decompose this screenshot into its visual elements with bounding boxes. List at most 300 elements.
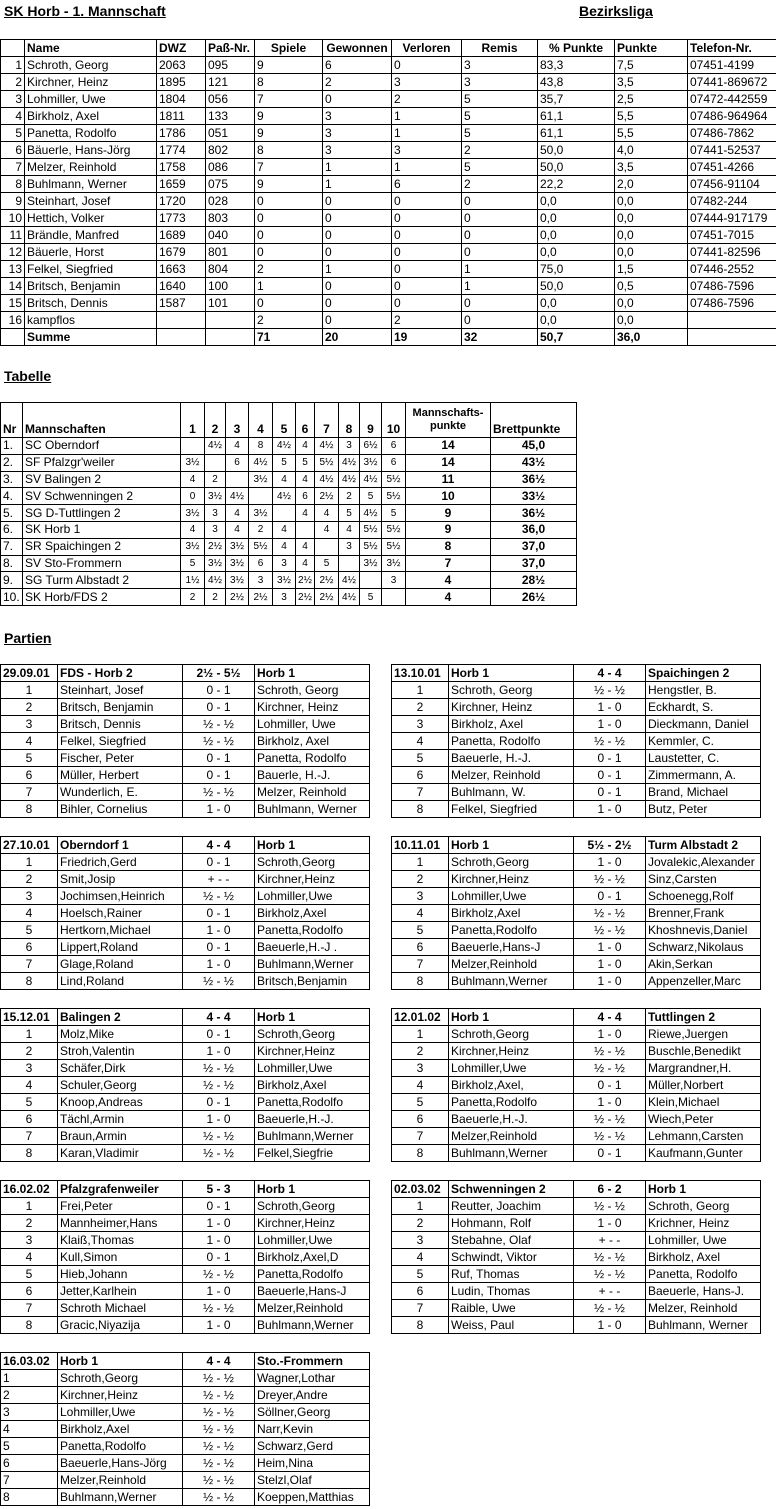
match-table <box>0 1352 370 1506</box>
home-player: Frei,Peter <box>58 1198 183 1215</box>
home-player: Schroth,Georg <box>449 1026 574 1043</box>
game-row <box>392 871 761 888</box>
away-player: Buhlmann,Werner <box>255 1317 370 1334</box>
roster-row <box>1 176 776 193</box>
standings-cell: 4 <box>273 471 296 488</box>
roster-cell: Steinhart, Josef <box>25 193 157 210</box>
away-player: Wagner,Lothar <box>255 1370 370 1387</box>
roster-cell: 3 <box>323 142 392 159</box>
standings-cell: 4 <box>339 521 360 538</box>
match-header-row <box>392 1009 761 1026</box>
game-result: ½ - ½ <box>574 1043 646 1060</box>
roster-cell: 9 <box>255 176 323 193</box>
away-player: Melzer, Reinhold <box>255 784 370 801</box>
roster-cell: 6 <box>1 142 25 159</box>
standings-cell: 4½ <box>249 454 273 471</box>
page-title: SK Horb - 1. Mannschaft <box>4 3 166 19</box>
away-player: Panetta,Rodolfo <box>255 922 370 939</box>
game-result: 1 - 0 <box>574 1317 646 1334</box>
board-number: 5 <box>392 922 449 939</box>
board-number: 5 <box>1 750 58 767</box>
away-player: Jovalekic,Alexander <box>646 854 761 871</box>
roster-cell: 0 <box>323 295 392 312</box>
game-row <box>1 1387 370 1404</box>
standings-cell: 3½ <box>181 454 205 471</box>
standings-cell: 4 <box>226 505 249 522</box>
roster-header-row <box>1 40 776 57</box>
board-number: 4 <box>392 905 449 922</box>
roster-cell: 1 <box>323 176 392 193</box>
roster-cell: 3 <box>323 108 392 125</box>
roster-cell: 61,1 <box>538 125 615 142</box>
home-player: Weiss, Paul <box>449 1317 574 1334</box>
standings-cell: 4 <box>181 521 205 538</box>
roster-cell: 14 <box>1 278 25 295</box>
board-number: 3 <box>392 888 449 905</box>
home-player: Hieb,Johann <box>58 1266 183 1283</box>
game-row <box>392 801 761 818</box>
roster-cell: 5 <box>1 125 25 142</box>
away-player: Akin,Serkan <box>646 956 761 973</box>
board-number: 6 <box>1 1283 58 1300</box>
match-home-team: Horb 1 <box>449 1009 574 1026</box>
roster-cell: 12 <box>1 244 25 261</box>
standings-cell: 26½ <box>491 589 577 606</box>
game-row <box>392 1283 761 1300</box>
roster-cell: 07444-917179 <box>688 210 776 227</box>
roster-cell: 0 <box>255 193 323 210</box>
standings-header-cell: 5 <box>273 403 296 438</box>
standings-cell: 4 <box>315 521 339 538</box>
board-number: 1 <box>1 682 58 699</box>
roster-row <box>1 74 776 91</box>
roster-cell <box>206 312 255 329</box>
game-result: 0 - 1 <box>574 784 646 801</box>
home-player: Lippert,Roland <box>58 939 183 956</box>
roster-cell: 0 <box>392 210 462 227</box>
board-number: 7 <box>392 784 449 801</box>
roster-cell: 75,0 <box>538 261 615 278</box>
standings-cell: 5 <box>273 454 296 471</box>
roster-cell: 075 <box>206 176 255 193</box>
board-number: 5 <box>392 1094 449 1111</box>
board-number: 2 <box>1 871 58 888</box>
roster-cell: 0,0 <box>538 295 615 312</box>
away-player: Schroth, Georg <box>646 1198 761 1215</box>
game-result: ½ - ½ <box>574 1266 646 1283</box>
roster-cell: 5 <box>462 91 538 108</box>
roster-cell: 095 <box>206 57 255 74</box>
roster-cell: 8 <box>255 142 323 159</box>
standings-header-cell: Brettpunkte <box>491 403 577 438</box>
home-player: Baeuerle,H.-J. <box>449 1111 574 1128</box>
standings-cell: 5 <box>382 505 406 522</box>
away-player: Brenner,Frank <box>646 905 761 922</box>
away-player: Schroth,Georg <box>255 854 370 871</box>
match-home-team: Horb 1 <box>449 665 574 682</box>
team-name: SV Sto-Frommern <box>23 555 181 572</box>
game-row <box>1 1198 370 1215</box>
roster-cell: 50,0 <box>538 159 615 176</box>
standings-row <box>1 505 577 522</box>
roster-cell: 50,0 <box>538 278 615 295</box>
standings-cell: 3½ <box>360 555 382 572</box>
board-number: 5 <box>1 1266 58 1283</box>
roster-row <box>1 295 776 312</box>
home-player: Melzer, Reinhold <box>449 767 574 784</box>
game-row <box>1 1455 370 1472</box>
game-result: 1 - 0 <box>574 973 646 990</box>
roster-cell: 5 <box>462 125 538 142</box>
standings-cell: 3 <box>249 572 273 589</box>
roster-cell: 1 <box>392 125 462 142</box>
standings-cell: 5½ <box>360 538 382 555</box>
game-result: 1 - 0 <box>574 716 646 733</box>
game-result: ½ - ½ <box>183 1145 255 1162</box>
roster-header-cell: Punkte <box>615 40 688 57</box>
board-number: 2 <box>392 1215 449 1232</box>
standings-cell: 6 <box>296 488 315 505</box>
roster-cell: 056 <box>206 91 255 108</box>
match-home-team: Pfalzgrafenweiler <box>58 1181 183 1198</box>
roster-cell: 1895 <box>157 74 206 91</box>
standings-row <box>1 589 577 606</box>
game-result: 1 - 0 <box>574 1026 646 1043</box>
board-number: 1 <box>1 854 58 871</box>
home-player: Raible, Uwe <box>449 1300 574 1317</box>
roster-cell: 3 <box>462 57 538 74</box>
away-player: Buhlmann, Werner <box>255 801 370 818</box>
roster-cell: 22,2 <box>538 176 615 193</box>
roster-cell: 040 <box>206 227 255 244</box>
standings-cell: 11 <box>406 471 491 488</box>
roster-cell: 3,5 <box>615 159 688 176</box>
away-player: Melzer, Reinhold <box>646 1300 761 1317</box>
roster-cell: 1786 <box>157 125 206 142</box>
match-table <box>0 664 370 818</box>
board-number: 6 <box>392 767 449 784</box>
roster-row <box>1 312 776 329</box>
roster-cell: 10 <box>1 210 25 227</box>
game-result: 1 - 0 <box>183 801 255 818</box>
away-player: Koeppen,Matthias <box>255 1489 370 1506</box>
sum-blank <box>206 329 255 346</box>
home-player: Britsch, Dennis <box>58 716 183 733</box>
roster-header-cell: Spiele <box>255 40 323 57</box>
roster-cell: 50,0 <box>538 142 615 159</box>
roster-cell: 1 <box>323 261 392 278</box>
roster-cell: 1587 <box>157 295 206 312</box>
roster-cell: Britsch, Dennis <box>25 295 157 312</box>
team-name: SR Spaichingen 2 <box>23 538 181 555</box>
game-result: ½ - ½ <box>574 682 646 699</box>
roster-cell: 0,0 <box>615 295 688 312</box>
away-player: Söllner,Georg <box>255 1404 370 1421</box>
home-player: Friedrich,Gerd <box>58 854 183 871</box>
roster-cell: 07441-52537 <box>688 142 776 159</box>
home-player: Schuler,Georg <box>58 1077 183 1094</box>
game-result: 0 - 1 <box>574 1077 646 1094</box>
sum-remis: 32 <box>462 329 538 346</box>
game-result: ½ - ½ <box>574 871 646 888</box>
home-player: Lohmiller,Uwe <box>58 1404 183 1421</box>
board-number: 3 <box>1 1060 58 1077</box>
roster-cell: 0 <box>323 210 392 227</box>
game-row <box>1 939 370 956</box>
standings-cell: 2 <box>249 521 273 538</box>
game-result: 1 - 0 <box>183 1317 255 1334</box>
standings-cell: 14 <box>406 438 491 455</box>
standings-cell: 3½ <box>205 488 226 505</box>
home-player: Birkholz,Axel <box>449 905 574 922</box>
board-number: 3 <box>392 1060 449 1077</box>
standings-cell: 9. <box>1 572 23 589</box>
standings-row <box>1 572 577 589</box>
game-row <box>392 682 761 699</box>
board-number: 8 <box>1 1317 58 1334</box>
standings-cell: 3. <box>1 471 23 488</box>
board-number: 2 <box>1 1043 58 1060</box>
standings-cell: 4 <box>273 521 296 538</box>
roster-cell: 4,0 <box>615 142 688 159</box>
match-score: 5½ - 2½ <box>574 837 646 854</box>
away-player: Buhlmann,Werner <box>255 1128 370 1145</box>
away-player: Lohmiller,Uwe <box>255 1060 370 1077</box>
game-row <box>392 1215 761 1232</box>
standings-cell <box>181 438 205 455</box>
roster-cell: 1774 <box>157 142 206 159</box>
board-number: 1 <box>1 1198 58 1215</box>
match-home-team: Balingen 2 <box>58 1009 183 1026</box>
game-result: 1 - 0 <box>183 1043 255 1060</box>
match-table <box>0 836 370 990</box>
game-row <box>392 1077 761 1094</box>
match-header-row <box>1 837 370 854</box>
away-player: Lohmiller, Uwe <box>646 1232 761 1249</box>
standings-cell: 3½ <box>273 572 296 589</box>
standings-cell: 5½ <box>382 471 406 488</box>
roster-cell: 1689 <box>157 227 206 244</box>
roster-row <box>1 210 776 227</box>
away-player: Kaufmann,Gunter <box>646 1145 761 1162</box>
standings-cell: 4½ <box>315 471 339 488</box>
home-player: Reutter, Joachim <box>449 1198 574 1215</box>
home-player: Karan,Vladimir <box>58 1145 183 1162</box>
roster-cell: 07451-4266 <box>688 159 776 176</box>
home-player: Buhlmann,Werner <box>449 1145 574 1162</box>
match-date: 29.09.01 <box>1 665 58 682</box>
board-number: 4 <box>1 1249 58 1266</box>
standings-cell: 36½ <box>491 471 577 488</box>
roster-cell: Felkel, Siegfried <box>25 261 157 278</box>
match-away-team: Spaichingen 2 <box>646 665 761 682</box>
standings-cell: 4 <box>181 471 205 488</box>
team-name: SK Horb 1 <box>23 521 181 538</box>
team-name: SF Pfalzgr'weiler <box>23 454 181 471</box>
away-player: Birkholz,Axel <box>255 1077 370 1094</box>
roster-cell: 0 <box>392 57 462 74</box>
home-player: Knoop,Andreas <box>58 1094 183 1111</box>
standings-cell: 3 <box>339 538 360 555</box>
match-date: 16.03.02 <box>1 1353 58 1370</box>
away-player: Bauerle, H.-J. <box>255 767 370 784</box>
roster-cell: 1720 <box>157 193 206 210</box>
standings-cell: 6 <box>382 438 406 455</box>
roster-cell: 2 <box>392 312 462 329</box>
game-result: 0 - 1 <box>183 905 255 922</box>
game-row <box>1 1215 370 1232</box>
game-row <box>1 922 370 939</box>
standings-cell: 5½ <box>382 538 406 555</box>
game-result: 0 - 1 <box>183 1094 255 1111</box>
board-number: 3 <box>392 716 449 733</box>
roster-cell: 0,0 <box>615 244 688 261</box>
standings-cell: 8 <box>249 438 273 455</box>
away-player: Schroth, Georg <box>255 682 370 699</box>
home-player: Baeuerle,Hans-J <box>449 939 574 956</box>
standings-cell: 3½ <box>382 555 406 572</box>
standings-cell: 4½ <box>339 572 360 589</box>
game-result: ½ - ½ <box>574 922 646 939</box>
away-player: Panetta, Rodolfo <box>646 1266 761 1283</box>
game-result: ½ - ½ <box>183 1404 255 1421</box>
away-player: Kirchner,Heinz <box>255 1043 370 1060</box>
away-player: Kirchner, Heinz <box>255 699 370 716</box>
roster-cell: 1 <box>392 159 462 176</box>
roster-cell: 1758 <box>157 159 206 176</box>
roster-cell: 0 <box>392 295 462 312</box>
home-player: Britsch, Benjamin <box>58 699 183 716</box>
game-result: 1 - 0 <box>183 1111 255 1128</box>
standings-cell: 5 <box>296 454 315 471</box>
home-player: Schroth Michael <box>58 1300 183 1317</box>
standings-header-cell: 1 <box>181 403 205 438</box>
roster-cell: 1 <box>392 108 462 125</box>
sum-label: Summe <box>25 329 157 346</box>
away-player: Krichner, Heinz <box>646 1215 761 1232</box>
standings-cell: 4 <box>406 589 491 606</box>
standings-row <box>1 488 577 505</box>
game-result: ½ - ½ <box>183 1387 255 1404</box>
board-number: 5 <box>1 1094 58 1111</box>
standings-header-cell: 2 <box>205 403 226 438</box>
game-row <box>392 1128 761 1145</box>
standings-cell: 3 <box>205 505 226 522</box>
roster-cell: 0,0 <box>538 244 615 261</box>
board-number: 2 <box>392 699 449 716</box>
game-result: ½ - ½ <box>183 1438 255 1455</box>
standings-cell: 2 <box>205 589 226 606</box>
game-row <box>1 699 370 716</box>
game-row <box>392 1249 761 1266</box>
standings-cell <box>249 488 273 505</box>
standings-header-cell: Nr <box>1 403 23 438</box>
away-player: Britsch,Benjamin <box>255 973 370 990</box>
game-result: ½ - ½ <box>183 1128 255 1145</box>
home-player: Kirchner,Heinz <box>58 1387 183 1404</box>
standings-cell: 4½ <box>360 471 382 488</box>
standings-cell: 4 <box>296 471 315 488</box>
roster-cell: 133 <box>206 108 255 125</box>
standings-cell: 8 <box>406 538 491 555</box>
standings-cell: 4 <box>296 538 315 555</box>
roster-cell: 2,0 <box>615 176 688 193</box>
board-number: 6 <box>1 1111 58 1128</box>
roster-cell: Bäuerle, Hans-Jörg <box>25 142 157 159</box>
home-player: Hohmann, Rolf <box>449 1215 574 1232</box>
home-player: Panetta,Rodolfo <box>449 922 574 939</box>
roster-cell: Panetta, Rodolfo <box>25 125 157 142</box>
match-away-team: Horb 1 <box>255 837 370 854</box>
game-row <box>392 854 761 871</box>
roster-cell: 15 <box>1 295 25 312</box>
roster-header-cell: Remis <box>462 40 538 57</box>
roster-cell: 07451-4199 <box>688 57 776 74</box>
home-player: Stroh,Valentin <box>58 1043 183 1060</box>
roster-cell: kampflos <box>25 312 157 329</box>
roster-cell: 07456-91104 <box>688 176 776 193</box>
roster-cell <box>157 312 206 329</box>
game-result: 1 - 0 <box>574 1215 646 1232</box>
home-player: Fischer, Peter <box>58 750 183 767</box>
home-player: Lohmiller,Uwe <box>449 1060 574 1077</box>
roster-cell: 1 <box>255 278 323 295</box>
game-row <box>1 1111 370 1128</box>
game-result: 0 - 1 <box>574 1145 646 1162</box>
roster-cell: 803 <box>206 210 255 227</box>
match-header-row <box>392 837 761 854</box>
roster-cell: 9 <box>1 193 25 210</box>
standings-row <box>1 538 577 555</box>
roster-cell: 8 <box>255 74 323 91</box>
match-away-team: Horb 1 <box>255 665 370 682</box>
roster-cell: 9 <box>255 57 323 74</box>
home-player: Müller, Herbert <box>58 767 183 784</box>
home-player: Schwindt, Viktor <box>449 1249 574 1266</box>
board-number: 1 <box>392 854 449 871</box>
game-result: ½ - ½ <box>574 733 646 750</box>
board-number: 2 <box>392 1043 449 1060</box>
match-home-team: Schwenningen 2 <box>449 1181 574 1198</box>
match-date: 12.01.02 <box>392 1009 449 1026</box>
roster-cell: 0,0 <box>538 312 615 329</box>
standings-cell: 9 <box>406 505 491 522</box>
game-result: 1 - 0 <box>574 939 646 956</box>
standings-cell: 4½ <box>360 505 382 522</box>
match-home-team: FDS - Horb 2 <box>58 665 183 682</box>
game-row <box>392 733 761 750</box>
standings-cell: 3 <box>273 589 296 606</box>
standings-cell: 7. <box>1 538 23 555</box>
standings-header-cell: 9 <box>360 403 382 438</box>
standings-header-cell: 6 <box>296 403 315 438</box>
roster-cell: 0 <box>255 210 323 227</box>
away-player: Klein,Michael <box>646 1094 761 1111</box>
standings-cell: 4½ <box>205 438 226 455</box>
match-score: 4 - 4 <box>183 837 255 854</box>
away-player: Zimmermann, A. <box>646 767 761 784</box>
home-player: Panetta, Rodolfo <box>449 733 574 750</box>
away-player: Panetta,Rodolfo <box>255 1266 370 1283</box>
match-score: 4 - 4 <box>183 1353 255 1370</box>
board-number: 7 <box>1 1300 58 1317</box>
board-number: 2 <box>1 1215 58 1232</box>
roster-cell: 0,5 <box>615 278 688 295</box>
board-number: 8 <box>1 1145 58 1162</box>
standings-cell: 4 <box>296 505 315 522</box>
game-result: ½ - ½ <box>183 733 255 750</box>
standings-cell: 2½ <box>315 572 339 589</box>
